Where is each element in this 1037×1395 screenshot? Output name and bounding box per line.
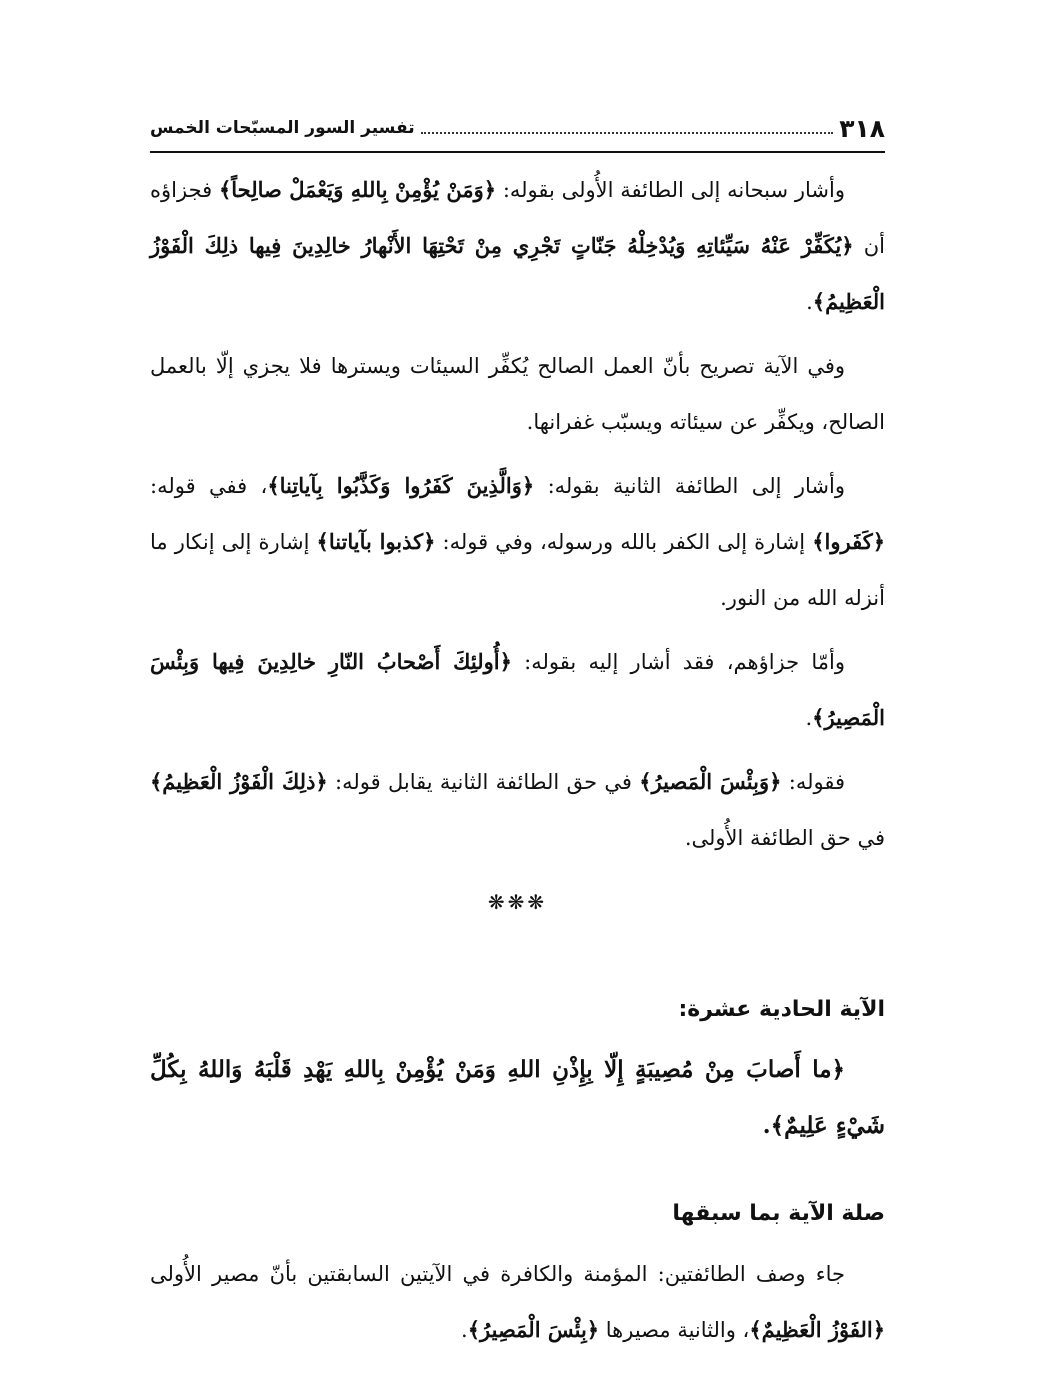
quran-quote: ﴿ذلِكَ الْفَوْزُ الْعَظِيمُ﴾ <box>150 769 328 794</box>
page-header <box>150 108 885 148</box>
paragraph-connection <box>150 1246 885 1358</box>
text: . <box>461 1318 468 1342</box>
text: وأشار سبحانه إلى الطائفة الأُولى بقوله: <box>496 178 845 202</box>
text: ، والثانية مصيرها <box>599 1318 750 1342</box>
book-title: تفسير السور المسبّحات الخمس <box>150 118 415 138</box>
paragraph-3 <box>150 458 885 626</box>
quran-quote: ﴿وَالَّذِينَ كَفَرُوا وَكَذَّبُوا بِآياتِنا﴾ <box>267 473 535 498</box>
paragraph-1 <box>150 162 885 330</box>
quran-quote: ﴿وَمَنْ يُؤْمِنْ بِاللهِ وَيَعْمَلْ صالِحاً﴾ <box>218 177 497 202</box>
text: إشارة إلى إنكار ما أنزله الله من النور. <box>150 530 885 610</box>
paragraph-2: وفي الآية تصريح بأنّ العمل الصالح يُكفِّر السيئات ويسترها فلا يجزي إلّا بالعمل الصالح، ويكفِّر عن سيئاته ويسبّب غفرانها. <box>150 354 885 434</box>
header-dotted-leader <box>421 132 834 134</box>
text: . <box>762 1112 771 1139</box>
quran-verse: ﴿ما أَصابَ مِنْ مُصِيبَةٍ إِلّا بِإِذْنِ اللهِ وَمَنْ يُؤْمِنْ بِاللهِ يَهْدِ قَلْبَهُ وَاللهُ بِكُلِّ شَيْءٍ عَلِيمٌ﴾ <box>150 1056 885 1139</box>
section-separator: ❋❋❋ <box>487 890 548 914</box>
verse-11-text <box>150 1042 885 1154</box>
text: إشارة إلى الكفر بالله ورسوله، وفي قوله: <box>435 530 813 554</box>
text: فجزاؤه أن <box>150 178 885 258</box>
text: . <box>806 290 813 314</box>
page-number: ٣١٨ <box>839 113 885 143</box>
text: وأمّا جزاؤهم، فقد أشار إليه بقوله: <box>511 650 845 674</box>
section-heading-connection: صلة الآية بما سبقها <box>672 1201 885 1226</box>
paragraph-4 <box>150 634 885 746</box>
text: ، ففي قوله: <box>150 474 268 498</box>
quran-quote: ﴿كذبوا بآياتنا﴾ <box>316 529 436 554</box>
text: . <box>805 706 813 730</box>
quran-quote: ﴿وَبِئْسَ الْمَصيرُ﴾ <box>639 769 782 794</box>
section-heading-verse-11: الآية الحادية عشرة: <box>678 997 885 1022</box>
quran-quote: ﴿أُولئِكَ أَصْحابُ النّارِ خالِدِينَ فِيها وَبِئْسَ الْمَصِيرُ﴾ <box>150 649 885 730</box>
page-body <box>150 162 885 1366</box>
paragraph-5 <box>150 754 885 866</box>
text: جاء وصف الطائفتين: المؤمنة والكافرة في الآيتين السابقتين بأنّ مصير الأُولى <box>150 1262 845 1286</box>
quran-quote: ﴿يُكَفِّرْ عَنْهُ سَيِّئاتِهِ وَيُدْخِلْهُ جَنّاتٍ تَجْرِي مِنْ تَحْتِهَا الأَنْهارُ خالِدِينَ فِيها ذلِكَ الْفَوْزُ الْعَظِيمُ﴾ <box>150 233 885 314</box>
text: في حق الطائفة الأُولى. <box>684 826 885 850</box>
text: وأشار إلى الطائفة الثانية بقوله: <box>534 474 845 498</box>
quran-quote: ﴿الفَوْزُ الْعَظِيمٌ﴾ <box>749 1317 885 1342</box>
header-rule <box>150 151 885 153</box>
quran-quote: ﴿بِئْسَ الْمَصِيرُ﴾ <box>467 1317 600 1342</box>
quran-quote: ﴿كَفَروا﴾ <box>812 529 886 554</box>
text: فقوله: <box>781 770 846 794</box>
text: في حق الطائفة الثانية يقابل قوله: <box>327 770 640 794</box>
